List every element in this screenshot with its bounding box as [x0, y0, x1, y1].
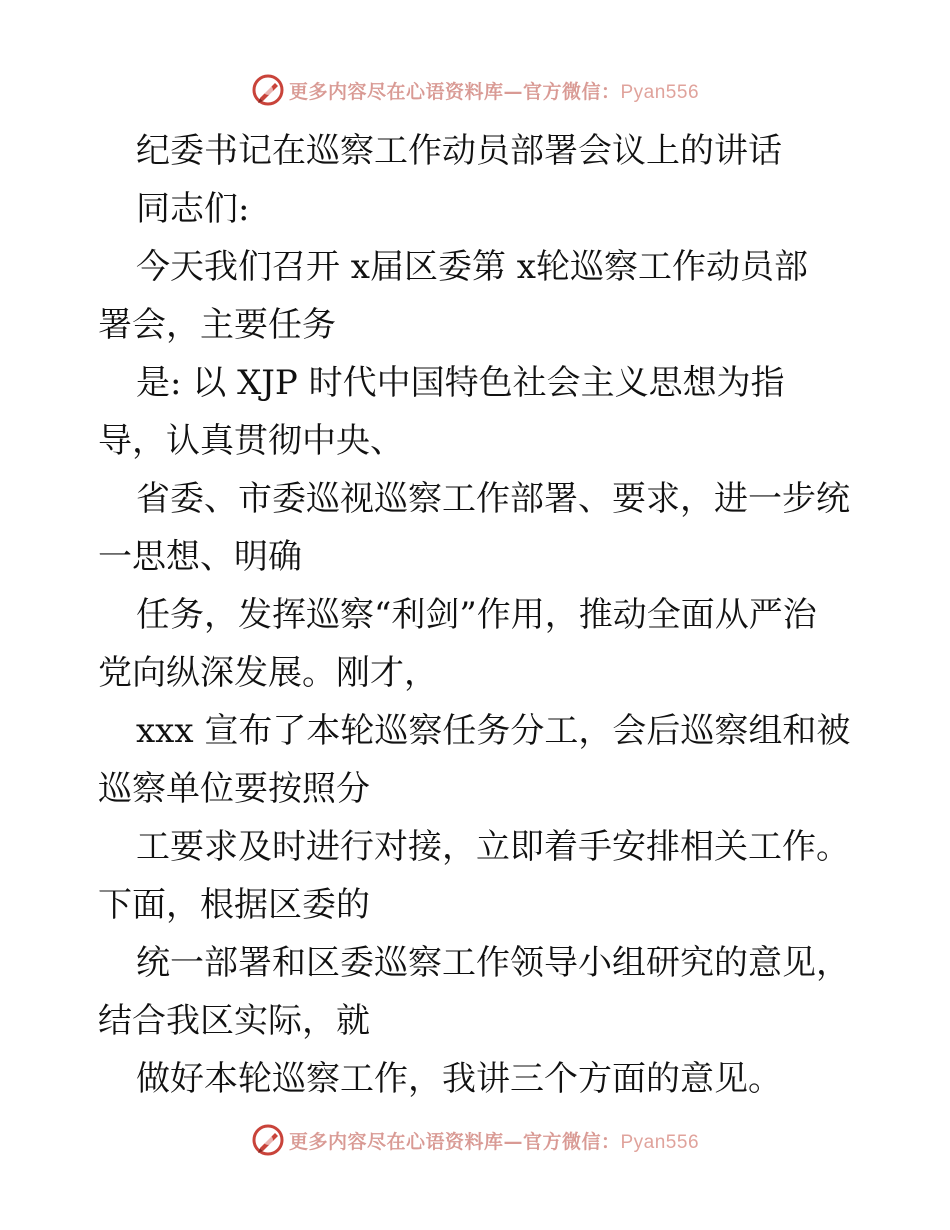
paragraph-line: xxx 宣布了本轮巡察任务分工，会后巡察组和被: [136, 711, 851, 751]
watermark-text: 更多内容尽在心语资料库—官方微信：Pyan556: [288, 1130, 700, 1153]
paragraph-line: 是: 以 XJP 时代中国特色社会主义思想为指: [136, 363, 785, 403]
paragraph-line: 下面，根据区委的: [98, 885, 370, 925]
paragraph-line: 署会，主要任务: [98, 305, 336, 345]
paragraph-line: 党向纵深发展。刚才，: [98, 653, 438, 693]
paragraph-line: 任务，发挥巡察“利剑”作用，推动全面从严治: [136, 595, 817, 635]
paragraph-line: 结合我区实际，就: [98, 1001, 370, 1041]
pen-logo-icon: [251, 1123, 285, 1157]
salutation: 同志们:: [136, 189, 250, 229]
paragraph-line: 工要求及时进行对接，立即着手安排相关工作。: [136, 827, 850, 867]
document-title: 纪委书记在巡察工作动员部署会议上的讲话: [136, 131, 782, 171]
paragraph-line: 巡察单位要按照分: [98, 769, 370, 809]
paragraph-line: 今天我们召开 x届区委第 x轮巡察工作动员部: [136, 247, 808, 287]
paragraph-line: 统一部署和区委巡察工作领导小组研究的意见，: [136, 943, 850, 983]
paragraph-line: 做好本轮巡察工作，我讲三个方面的意见。: [136, 1059, 782, 1099]
header-watermark: [0, 70, 950, 110]
paragraph-line: 省委、市委巡视巡察工作部署、要求，进一步统: [136, 479, 850, 519]
paragraph-line: 导，认真贯彻中央、: [98, 421, 404, 461]
footer-watermark: [0, 1120, 950, 1160]
watermark-text: 更多内容尽在心语资料库—官方微信：Pyan556: [288, 80, 700, 103]
pen-logo-icon: [251, 73, 285, 107]
paragraph-line: 一思想、明确: [98, 537, 302, 577]
